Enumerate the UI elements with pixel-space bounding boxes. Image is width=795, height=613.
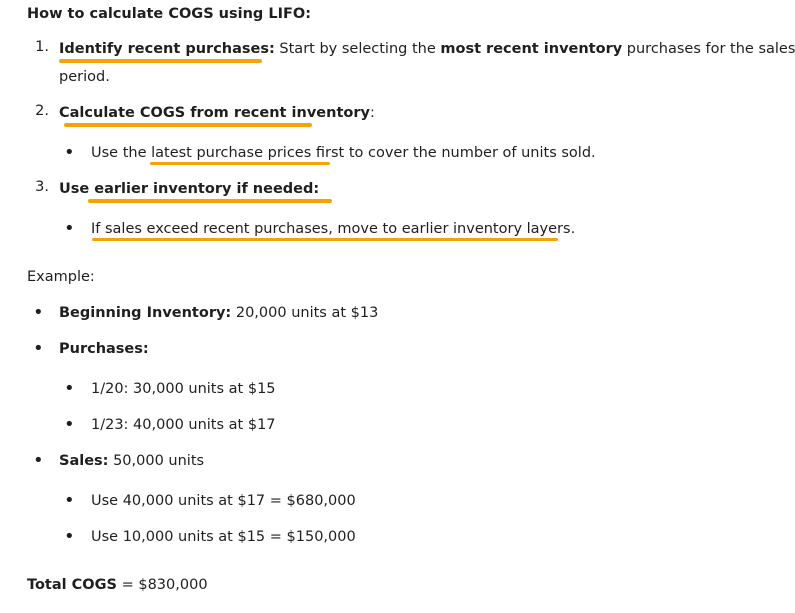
highlight-underline-step-1 <box>59 59 262 63</box>
step-1-emphasis: most recent inventory <box>440 41 623 57</box>
step-number-3: 3. <box>35 179 49 195</box>
example-item-purchases <box>59 339 149 359</box>
example-label: Example: <box>27 269 95 285</box>
bullet-icon: • <box>64 526 75 547</box>
step-1-title: Identify recent purchases: <box>59 41 275 57</box>
total-cogs <box>27 575 208 595</box>
step-1-line-2: period. <box>59 69 110 85</box>
highlight-underline-step-3 <box>88 199 332 203</box>
example-item-label: Purchases: <box>59 341 149 357</box>
purchase-subitem: 1/20: 30,000 units at $15 <box>91 381 276 397</box>
step-number-1: 1. <box>35 39 49 55</box>
sales-subitem: Use 40,000 units at $17 = $680,000 <box>91 493 356 509</box>
example-item-value: 20,000 units at $13 <box>231 305 379 321</box>
total-label: Total COGS <box>27 577 117 593</box>
step-1-line-1 <box>59 39 795 59</box>
step-2-title: Calculate COGS from recent inventory <box>59 105 370 121</box>
bullet-icon: • <box>64 142 75 163</box>
step-1-text-b: purchases for the sales <box>622 41 795 57</box>
total-value: = $830,000 <box>116 577 208 593</box>
step-3-line <box>59 179 319 199</box>
bullet-icon: • <box>64 378 75 399</box>
step-1-text-a: Start by selecting the <box>274 41 441 57</box>
step-2-line <box>59 103 375 123</box>
bullet-icon: • <box>33 450 44 471</box>
step-3-title: Use earlier inventory if needed: <box>59 181 320 197</box>
step-2-text: : <box>369 105 375 121</box>
bullet-icon: • <box>64 414 75 435</box>
example-item-label: Sales: <box>59 453 109 469</box>
purchase-subitem: 1/23: 40,000 units at $17 <box>91 417 276 433</box>
sales-subitem: Use 10,000 units at $15 = $150,000 <box>91 529 356 545</box>
bullet-icon: • <box>64 218 75 239</box>
step-3-subitem: If sales exceed recent purchases, move to earlier inventory layers. <box>91 221 576 237</box>
page-heading: How to calculate COGS using LIFO: <box>27 6 312 22</box>
example-item-beginning-inventory <box>59 303 378 323</box>
bullet-icon: • <box>33 302 44 323</box>
example-item-value: 50,000 units <box>108 453 205 469</box>
bullet-icon: • <box>64 490 75 511</box>
example-item-label: Beginning Inventory: <box>59 305 232 321</box>
step-number-2: 2. <box>35 103 49 119</box>
highlight-underline-step-3-sub <box>92 238 558 241</box>
example-item-sales <box>59 451 204 471</box>
highlight-underline-step-2 <box>64 123 312 127</box>
highlight-underline-step-2-sub <box>150 162 330 165</box>
bullet-icon: • <box>33 338 44 359</box>
step-2-subitem: Use the latest purchase prices first to cover the number of units sold. <box>91 145 596 161</box>
